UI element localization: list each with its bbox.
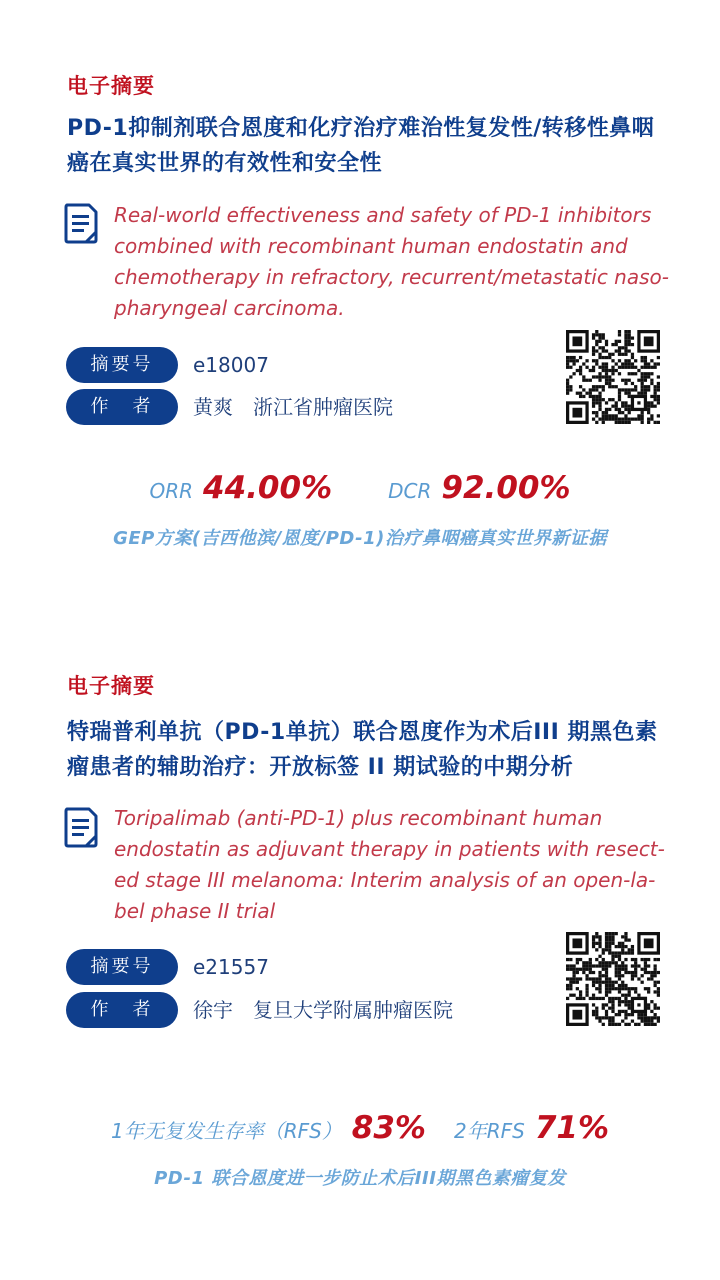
abstract-number: e18007 xyxy=(193,353,269,377)
stat1-value: 83% xyxy=(351,1110,426,1146)
stat2-value: 71% xyxy=(534,1110,610,1146)
stats-row xyxy=(0,470,720,506)
qr-code[interactable] xyxy=(566,330,660,424)
stat1-value: 44.00% xyxy=(203,470,333,506)
document-icon xyxy=(63,806,99,848)
document-icon xyxy=(63,202,99,244)
stat1-label: 1年无复发生存率（RFS） xyxy=(110,1119,342,1143)
summary-note: GEP方案(吉西他滨/恩度/PD-1)治疗鼻咽癌真实世界新证据 xyxy=(113,528,607,549)
chinese-title: PD-1抑制剂联合恩度和化疗治疗难治性复发性/转移性鼻咽癌在真实世界的有效性和安全性 xyxy=(67,116,655,176)
abstract-number-label: 摘要号 xyxy=(66,949,178,985)
abstract-number-label: 摘要号 xyxy=(66,347,178,383)
stat2-label: DCR xyxy=(388,479,432,503)
section-tag: 电子摘要 xyxy=(67,74,155,98)
english-title: Real-world effectiveness and safety of PD-1 inhibitors combined with recombinant human endostatin and chemotherapy in refractory, recurrent/metastatic naso-pharyngeal carcinoma. xyxy=(114,203,669,320)
stat2-label: 2年RFS xyxy=(454,1119,525,1143)
chinese-title: 特瑞普利单抗（PD-1单抗）联合恩度作为术后III 期黑色素瘤患者的辅助治疗：开放标签 II 期试验的中期分析 xyxy=(67,720,658,780)
author-value: 黄爽 浙江省肿瘤医院 xyxy=(193,395,393,419)
stats-row xyxy=(0,1110,720,1146)
summary-note: PD-1 联合恩度进一步防止术后III期黑色素瘤复发 xyxy=(154,1168,566,1189)
english-title: Toripalimab (anti-PD-1) plus recombinant human endostatin as adjuvant therapy in patients with resect-ed stage III melanoma: Interim analysis of an open-la-bel phase II trial xyxy=(114,806,665,923)
stat2-value: 92.00% xyxy=(441,470,571,506)
author-label: 作 者 xyxy=(66,389,178,425)
stat1-label: ORR xyxy=(149,479,194,503)
author-value: 徐宇 复旦大学附属肿瘤医院 xyxy=(193,998,453,1022)
abstract-number: e21557 xyxy=(193,955,269,979)
section-tag: 电子摘要 xyxy=(67,674,155,698)
author-label: 作 者 xyxy=(66,992,178,1028)
qr-code[interactable] xyxy=(566,932,660,1026)
